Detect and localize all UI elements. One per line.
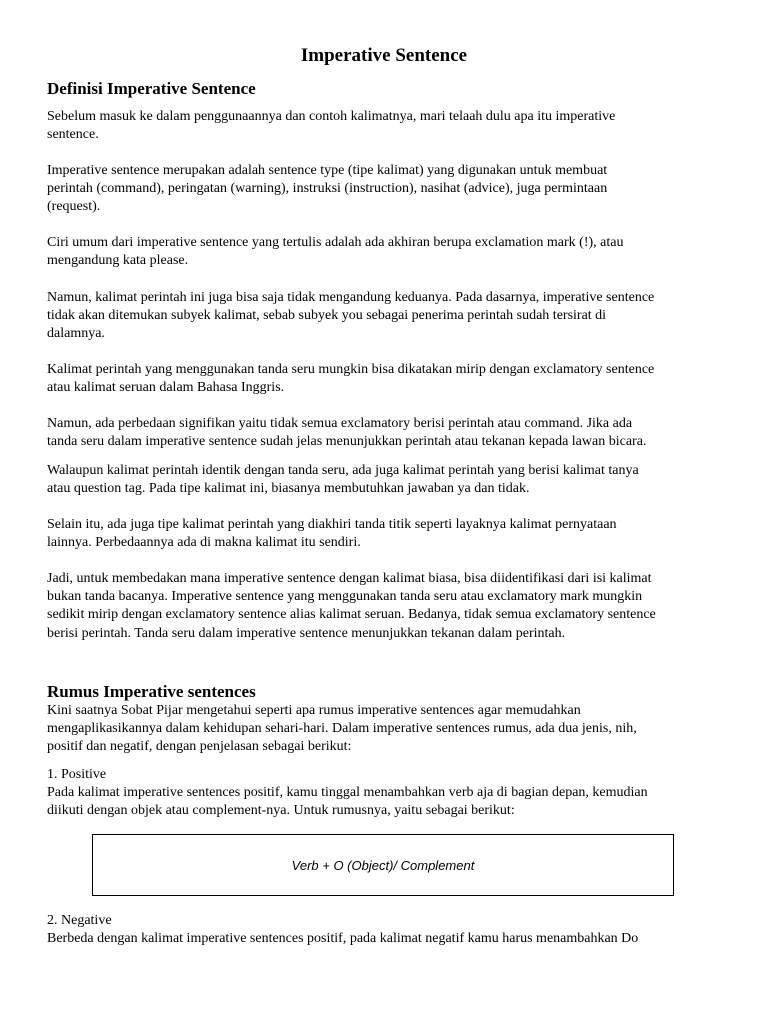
- paragraph: Kini saatnya Sobat Pijar mengetahui seperti apa rumus imperative sentences agar memudahkan mengaplikasikannya dalam kehidupan sehari-hari. Dalam imperative sentences rumus, ada dua jenis, nih, positif dan negatif, dengan penjelasan sebagai berikut:: [47, 703, 637, 755]
- paragraph: Imperative sentence merupakan adalah sentence type (tipe kalimat) yang digunakan untuk membuat perintah (command), peringatan (warning), instruksi (instruction), nasihat (advice), juga permintaan (request).: [47, 163, 608, 215]
- paragraph: Walaupun kalimat perintah identik dengan tanda seru, ada juga kalimat perintah yang berisi kalimat tanya atau question tag. Pada tipe kalimat ini, biasanya membutuhkan jawaban ya dan tidak.: [47, 463, 639, 497]
- paragraph: Sebelum masuk ke dalam penggunaannya dan contoh kalimatnya, mari telaah dulu apa itu imperative sentence.: [47, 109, 616, 143]
- paragraph: Selain itu, ada juga tipe kalimat perintah yang diakhiri tanda titik seperti layaknya kalimat pernyataan lainnya. Perbedaannya ada di makna kalimat itu sendiri.: [47, 517, 617, 551]
- formula-box: [92, 834, 674, 896]
- paragraph: Jadi, untuk membedakan mana imperative sentence dengan kalimat biasa, bisa diidentifikasi dari isi kalimat bukan tanda bacanya. Imperative sentence yang menggunakan tanda seru atau exclamatory mark mungkin sedikit mirip dengan exclamatory sentence alias kalimat seruan. Bedanya, tidak semua exclamatory sentence berisi perintah. Tanda seru dalam imperative sentence menunjukkan tekanan dalam perintah.: [47, 571, 656, 641]
- formula-text: Verb + O (Object)/ Complement: [291, 857, 475, 873]
- list-label-positive: 1. Positive: [47, 767, 107, 782]
- paragraph: Pada kalimat imperative sentences positif, kamu tinggal menambahkan verb aja di bagian depan, kemudian diikuti dengan objek atau complement-nya. Untuk rumusnya, yaitu sebagai berikut:: [47, 785, 648, 819]
- paragraph: Namun, ada perbedaan signifikan yaitu tidak semua exclamatory berisi perintah atau command. Jika ada tanda seru dalam imperative sentence sudah jelas menunjukkan perintah atau tekanan kepada lawan bicara.: [47, 416, 647, 450]
- section-heading-definisi: Definisi Imperative Sentence: [47, 79, 256, 98]
- paragraph: Kalimat perintah yang menggunakan tanda seru mungkin bisa dikatakan mirip dengan exclamatory sentence atau kalimat seruan dalam Bahasa Inggris.: [47, 362, 655, 396]
- paragraph: Berbeda dengan kalimat imperative sentences positif, pada kalimat negatif kamu harus menambahkan Do: [47, 931, 639, 946]
- list-label-negative: 2. Negative: [47, 913, 112, 928]
- section-heading-rumus: Rumus Imperative sentences: [47, 682, 256, 701]
- document-title: Imperative Sentence: [300, 45, 468, 66]
- paragraph: Ciri umum dari imperative sentence yang tertulis adalah ada akhiran berupa exclamation mark (!), atau mengandung kata please.: [47, 235, 624, 269]
- paragraph: Namun, kalimat perintah ini juga bisa saja tidak mengandung keduanya. Pada dasarnya, imperative sentence tidak akan ditemukan subyek kalimat, sebab subyek you sebagai penerima perintah sudah tersirat di dalamnya.: [47, 290, 655, 342]
